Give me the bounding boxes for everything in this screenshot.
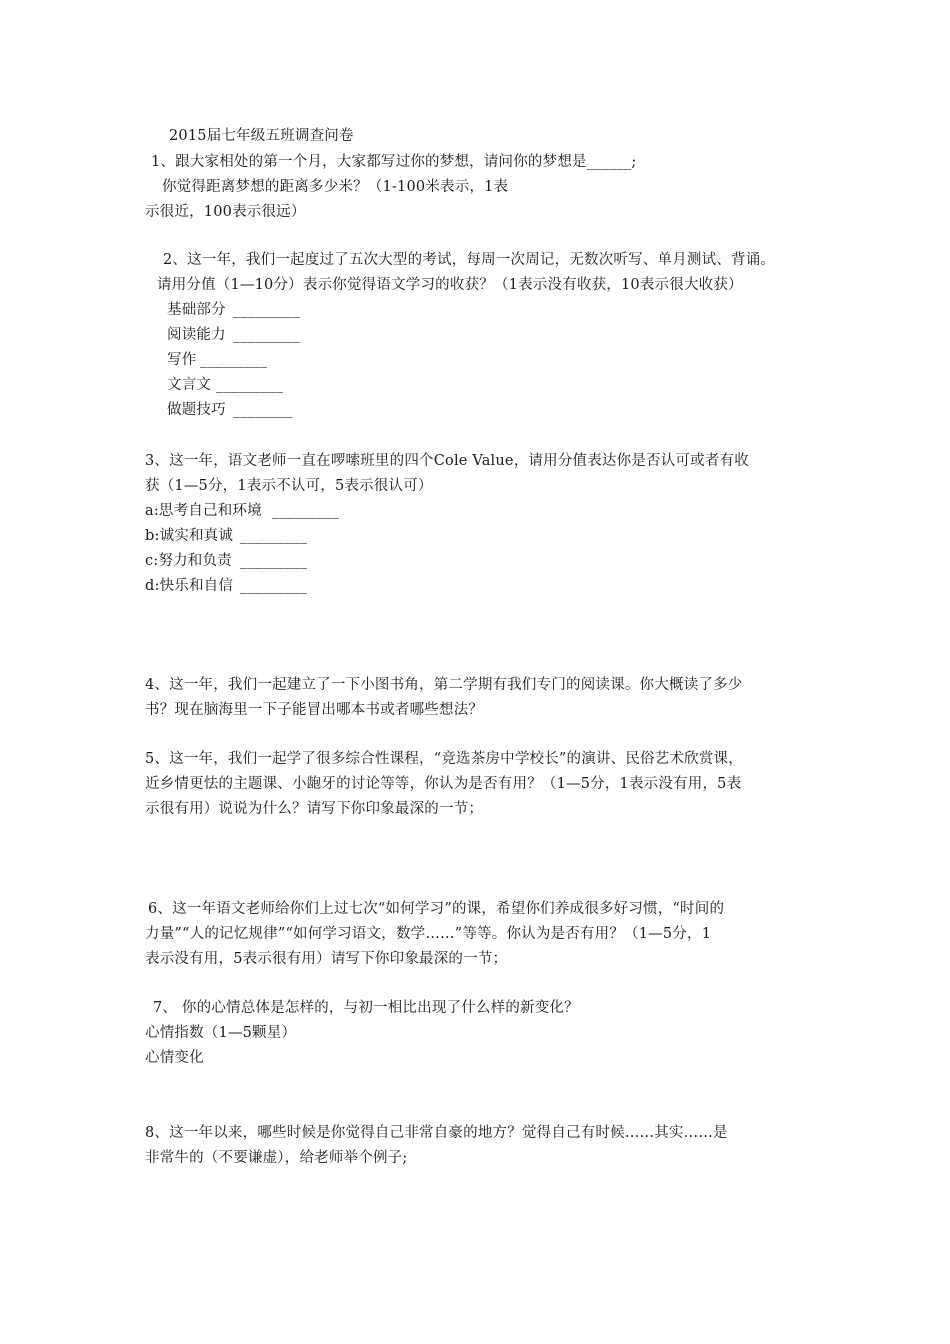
q2-line2: 请用分值（1—10分）表示你觉得语文学习的收获？（1表示没有收获，10表示很大收获） [157, 277, 743, 293]
q2-item-basics: 基础部分 [167, 302, 226, 318]
q3-item-c-blank[interactable]: _________ [240, 553, 308, 569]
q6-line3: 表示没有用，5表示很有用）请写下你印象最深的一节； [145, 951, 508, 967]
q1-line1: 1、跟大家相处的第一个月，大家都写过你的梦想，请问你的梦想是______; [151, 154, 637, 170]
q5-line3: 示很有用）说说为什么？请写下你印象最深的一节； [145, 801, 484, 817]
q3-line1: 3、这一年，语文老师一直在啰嗦班里的四个Cole Value，请用分值表达你是否认可或者有收 [145, 453, 749, 469]
q1-line3: 示很近，100表示很远） [145, 204, 306, 220]
q3-item-d: d:快乐和自信 [145, 578, 234, 594]
q7-line1: 7、 你的心情总体是怎样的，与初一相比出现了什么样的新变化？ [153, 1000, 579, 1016]
q2-item-writing-blank[interactable]: _________ [200, 352, 268, 368]
q8-line1: 8、这一年以来，哪些时候是你觉得自己非常自豪的地方？觉得自己有时候……其实……是 [145, 1125, 728, 1141]
q5-line1: 5、这一年，我们一起学了很多综合性课程，“竞选茶房中学校长”的演讲、民俗艺术欣赏课， [145, 751, 743, 767]
q7-line3: 心情变化 [145, 1050, 204, 1066]
q3-item-d-blank[interactable]: _________ [240, 578, 308, 594]
survey-title: 2015届七年级五班调查问卷 [169, 128, 354, 144]
q2-item-classical-blank[interactable]: _________ [216, 377, 284, 393]
q2-item-classical: 文言文 [167, 377, 212, 393]
q3-item-a-blank[interactable]: _________ [272, 503, 340, 519]
q3-item-c: c:努力和负责 [145, 553, 232, 569]
q2-item-technique-blank[interactable]: ________ [233, 402, 293, 418]
q3-item-a: a:思考自己和环境 [145, 503, 262, 519]
q4-line1: 4、这一年，我们一起建立了一下小图书角，第二学期有我们专门的阅读课。你大概读了多少 [145, 677, 743, 693]
q5-line2: 近乡情更怯的主题课、小龅牙的讨论等等，你认为是否有用？（1—5分，1表示没有用，5表 [145, 776, 742, 792]
q6-line1: 6、这一年语文老师给你们上过七次“如何学习”的课，希望你们养成很多好习惯，“时间的 [148, 901, 725, 917]
q4-line2: 书？现在脑海里一下子能冒出哪本书或者哪些想法？ [145, 702, 484, 718]
q2-item-reading-blank[interactable]: _________ [233, 327, 301, 343]
q2-item-basics-blank[interactable]: _________ [233, 302, 301, 318]
q1-line2: 你觉得距离梦想的距离多少米？（1-100米表示，1表 [162, 179, 509, 195]
q6-line2: 力量”“人的记忆规律”“如何学习语文，数学……”等等。你认为是否有用？（1—5分，1 [145, 926, 712, 942]
q8-line2: 非常牛的（不要谦虚），给老师举个例子; [145, 1150, 408, 1166]
q2-item-technique: 做题技巧 [167, 402, 226, 418]
q3-item-b-blank[interactable]: _________ [240, 528, 308, 544]
q7-line2: 心情指数（1—5颗星） [145, 1025, 297, 1041]
q2-item-reading: 阅读能力 [167, 327, 226, 343]
q2-line1: 2、这一年，我们一起度过了五次大型的考试，每周一次周记，无数次听写、单月测试、背诵。 [163, 252, 776, 268]
q2-item-writing: 写作 [167, 352, 197, 368]
q3-item-b: b:诚实和真诚 [145, 528, 234, 544]
q3-line2: 获（1—5分，1表示不认可，5表示很认可） [145, 478, 433, 494]
